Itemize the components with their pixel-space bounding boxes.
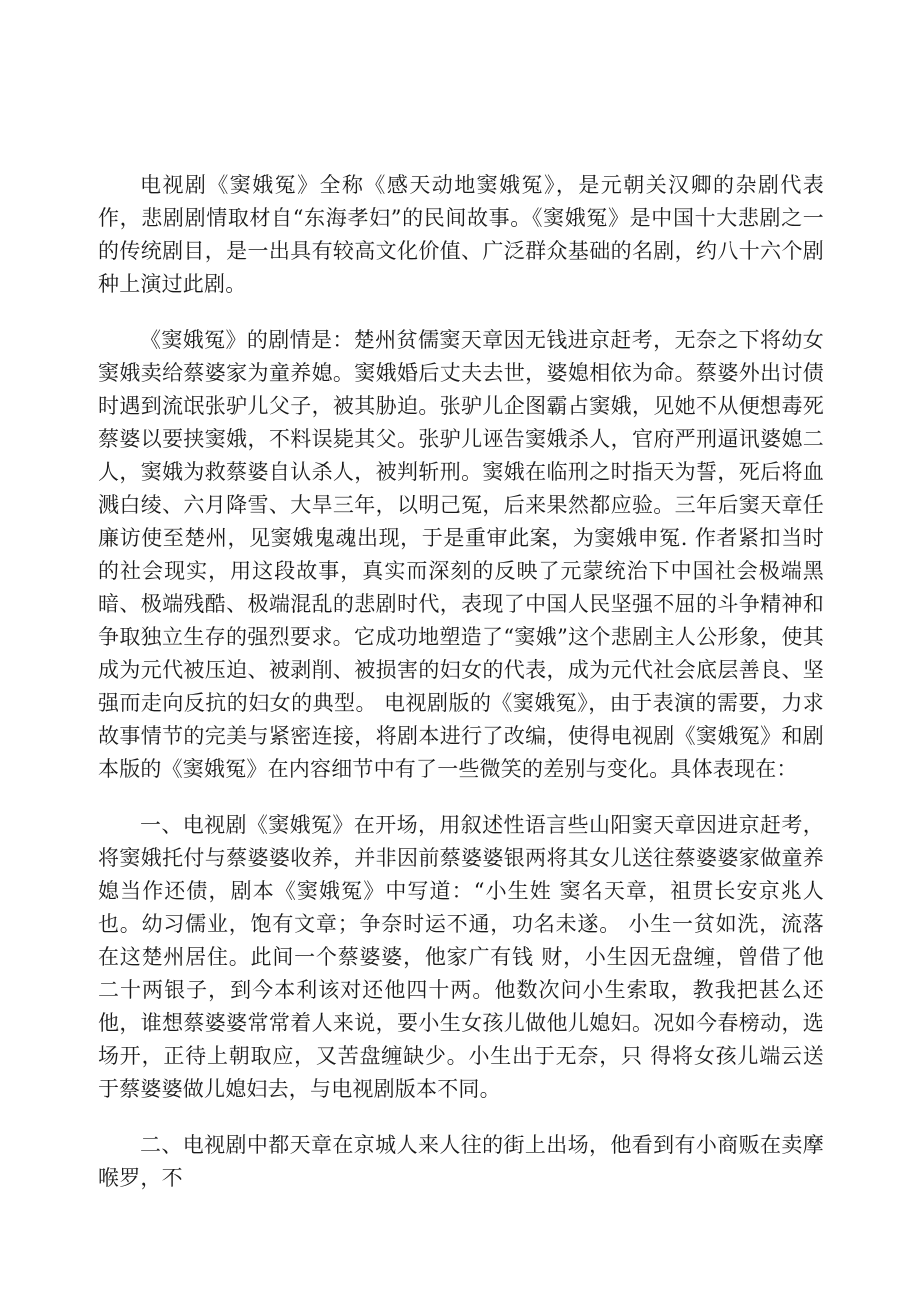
paragraph-plot: 《窦娥冤》的剧情是：楚州贫儒窦天章因无钱进京赶考，无奈之下将幼女窦娥卖给蔡婆家为童养媳。窦娥婚后丈夫去世，婆媳相依为命。蔡婆外出讨债时遇到流氓张驴儿父子，被其胁迫。张驴儿企图霸占窦娥，见她不从便想毒死蔡婆以要挟窦娥，不料误毙其父。张驴儿诬告窦娥杀人，官府严刑逼讯婆媳二人，窦娥为救蔡婆自认杀人，被判斩刑。窦娥在临刑之时指天为誓，死后将血溅白绫、六月降雪、大旱三年，以明己冤，后来果然都应验。三年后窦天章任廉访使至楚州，见窦娥鬼魂出现，于是重审此案，为窦娥申冤. 作者紧扣当时的社会现实，用这段故事，真实而深刻的反映了元蒙统治下中国社会极端黑暗、极端残酷、极端混乱的悲剧时代，表现了中国人民坚强不屈的斗争精神和争取独立生存的强烈要求。它成功地塑造了“窦娥”这个悲剧主人公形象，使其成为元代被压迫、被剥削、被损害的妇女的代表，成为元代社会底层善良、坚强而走向反抗的妇女的典型。 电视剧版的《窦娥冤》，由于表演的需要，力求故事情节的完美与紧密连接，将剧本进行了改编，使得电视剧《窦娥冤》和剧本版的《窦娥冤》在内容细节中有了一些微笑的差别与变化。具体表现在： [98,328,824,781]
paragraph-intro: 电视剧《窦娥冤》全称《感天动地窦娥冤》，是元朝关汉卿的杂剧代表作，悲剧剧情取材自“东海孝妇”的民间故事。《窦娥冤》是中国十大悲剧之一的传统剧目，是一出具有较高文化价值、广泛群众基础的名剧，约八十六个剧种上演过此剧。 [98,173,824,296]
paragraph-difference-one: 一、电视剧《窦娥冤》在开场，用叙述性语言些山阳窦天章因进京赶考，将窦娥托付与蔡婆婆收养，并非因前蔡婆婆银两将其女儿送往蔡婆婆家做童养媳当作还债，剧本《窦娥冤》中写道：“小生姓 窦名天章，祖贯长安京兆人也。幼习儒业，饱有文章；争奈时运不通，功名未遂。 小生一贫如洗，流落在这楚州居住。此间一个蔡婆婆，他家广有钱 财，小生因无盘缠，曾借了他二十两银子，到今本利该对还他四十两。他数次问小生索取，教我把甚么还他，谁想蔡婆婆常常着人来说，要小生女孩儿做他儿媳妇。况如今春榜动，选场开，正待上朝取应，又苦盘缠缺少。小生出于无奈，只 得将女孩儿端云送于蔡婆婆做儿媳妇去，与电视剧版本不同。 [98,813,824,1101]
document-body [98,169,824,1218]
paragraph-difference-two: 二、电视剧中都天章在京城人来人往的街上出场，他看到有小商贩在卖摩喉罗，不 [98,1133,824,1190]
